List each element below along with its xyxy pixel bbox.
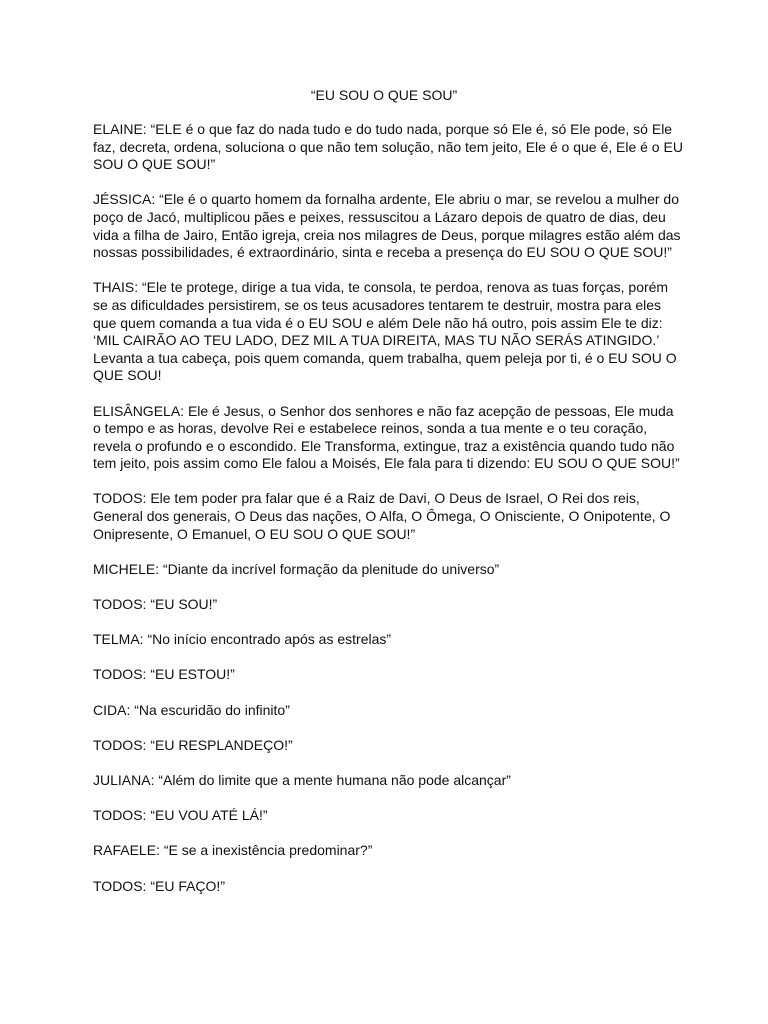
speech-text: Ele é Jesus, o Senhor dos senhores e não faz acepção de pessoas, Ele muda o tempo e as horas, devolve Rei e estabelece reinos, sonda a tua mente e o teu coração, revela o profundo e o escondido. Ele Transforma, extingue, traz a existência quando tudo não tem jeito, pois assim como Ele falou a Moisés, Ele fala para ti dizendo: EU SOU O QUE SOU!” — [93, 402, 680, 472]
paragraph-todos — [93, 596, 683, 614]
speaker-name: ELISÂNGELA: — [93, 402, 185, 419]
document-body — [93, 121, 683, 913]
speech-text: “EU VOU ATÉ LÁ!” — [150, 807, 268, 824]
paragraph-elisangela — [93, 403, 683, 473]
speech-text: “ELE é o que faz do nada tudo e do tudo nada, porque só Ele é, só Ele pode, só Ele faz, decreta, ordena, soluciona o que não tem solução, não tem jeito, Ele é o que é, Ele é o EU SOU O QUE SOU!” — [93, 121, 683, 173]
speech-text: “EU FAÇO!” — [150, 877, 225, 894]
paragraph-rafaele — [93, 842, 683, 860]
speech-text: “Diante da incrível formação da plenitude do universo” — [163, 560, 500, 577]
speaker-name: RAFAELE: — [93, 842, 160, 859]
paragraph-todos — [93, 666, 683, 684]
speaker-name: MICHELE: — [93, 560, 160, 577]
document-title: “EU SOU O QUE SOU” — [310, 87, 458, 103]
paragraph-michele — [93, 561, 683, 579]
speech-text: “EU RESPLANDEÇO!” — [150, 736, 293, 753]
paragraph-telma — [93, 631, 683, 649]
paragraph-todos — [93, 737, 683, 755]
paragraph-todos — [93, 807, 683, 825]
speech-text: “Ele é o quarto homem da fornalha ardente, Ele abriu o mar, se revelou a mulher do poço de Jacó, multiplicou pães e peixes, ressuscitou a Lázaro depois de quatro de dias, deu vida a filha de Jairo, Então igreja, creia nos milagres de Deus, porque milagres estão além das nossas possibilidades, é extraordinário, sinta e receba a presença do EU SOU O QUE SOU!” — [93, 191, 681, 261]
speaker-name: TODOS: — [93, 736, 147, 753]
speech-text: “Ele te protege, dirige a tua vida, te consola, te perdoa, renova as tuas forças, porém se as dificuldades persistirem, se os teus acusadores tentarem te destruir, mostra para eles que quem comanda a tua vida é o EU SOU e além Dele não há outro, pois assim Ele te diz: ‘MIL CAIRÃO AO TEU LADO, DEZ MIL A TUA DIREITA, MAS TU NÃO SERÁS ATINGIDO.’ Levanta a tua cabeça, pois quem comanda, quem trabalha, quem peleja por ti, é o EU SOU O QUE SOU! — [93, 279, 677, 384]
speech-text: “EU SOU!” — [150, 596, 218, 613]
speaker-name: ELAINE: — [93, 121, 147, 137]
speech-text: “EU ESTOU!” — [150, 666, 235, 683]
speaker-name: JÉSSICA: — [93, 191, 156, 208]
paragraph-juliana — [93, 772, 683, 790]
speech-text: Ele tem poder pra falar que é a Raiz de Davi, O Deus de Israel, O Rei dos reis, General dos generais, O Deus das nações, O Alfa, O Ômega, O Onisciente, O Onipotente, O Onipresente, O Emanuel, O EU SOU O QUE SOU!” — [93, 490, 671, 542]
speech-text: “Na escuridão do infinito” — [134, 701, 290, 718]
speaker-name: TODOS: — [93, 596, 147, 613]
speaker-name: TODOS: — [93, 877, 147, 894]
speaker-name: TODOS: — [93, 807, 147, 824]
speech-text: “No início encontrado após as estrelas” — [147, 631, 392, 648]
speaker-name: TODOS: — [93, 490, 147, 507]
paragraph-todos — [93, 878, 683, 896]
speaker-name: TELMA: — [93, 631, 144, 648]
speaker-name: CIDA: — [93, 701, 131, 718]
speaker-name: JULIANA: — [93, 771, 155, 788]
speaker-name: TODOS: — [93, 666, 147, 683]
speech-text: “E se a inexistência predominar?” — [163, 842, 373, 859]
paragraph-todos — [93, 490, 683, 543]
speech-text: “Além do limite que a mente humana não pode alcançar” — [158, 771, 511, 788]
paragraph-thais — [93, 279, 683, 385]
speaker-name: THAIS: — [93, 279, 139, 296]
paragraph-jessica — [93, 191, 683, 261]
paragraph-cida — [93, 702, 683, 720]
paragraph-elaine — [93, 121, 683, 174]
